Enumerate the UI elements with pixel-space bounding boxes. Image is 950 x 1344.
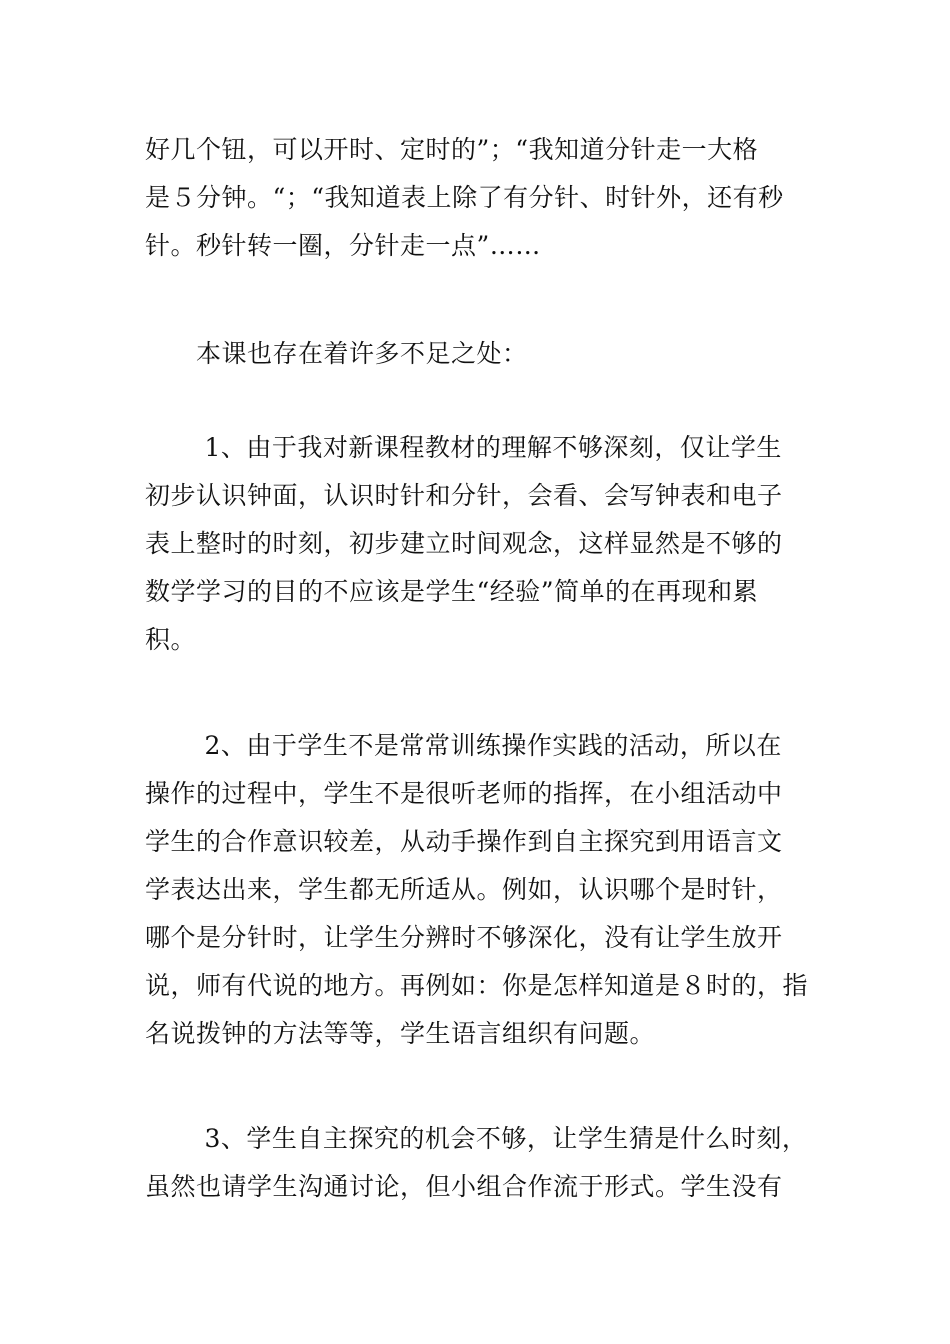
text-line: 2、由于学生不是常常训练操作实践的活动，所以在	[145, 731, 782, 760]
paragraph-shortcomings-intro	[145, 330, 815, 378]
text-line: 1、由于我对新课程教材的理解不够深刻，仅让学生	[145, 433, 782, 462]
text-line: 好几个钮，可以开时、定时的”；“我知道分针走一大格	[145, 135, 759, 164]
text-line: 学表达出来，学生都无所适从。例如，认识哪个是时针，	[145, 875, 783, 904]
text-line: 是５分钟。“；“我知道表上除了有分针、时针外，还有秒	[145, 183, 784, 212]
paragraph-point-2	[145, 722, 815, 1058]
text-line: 操作的过程中，学生不是很听老师的指挥，在小组活动中	[145, 779, 783, 808]
paragraph-point-1	[145, 424, 815, 664]
text-line: 表上整时的时刻，初步建立时间观念，这样显然是不够的	[145, 529, 783, 558]
paragraph-quotes	[145, 126, 815, 270]
text-line: 数学学习的目的不应该是学生“经验”简单的在再现和累	[145, 577, 759, 606]
text-line: 3、学生自主探究的机会不够，让学生猜是什么时刻，	[145, 1124, 808, 1153]
text-line: 哪个是分针时，让学生分辨时不够深化，没有让学生放开	[145, 923, 783, 952]
paragraph-point-3	[145, 1115, 815, 1211]
text-line: 针。秒针转一圈，分针走一点”……	[145, 231, 541, 260]
text-line: 说，师有代说的地方。再例如：你是怎样知道是８时的，指	[145, 971, 809, 1000]
text-line: 名说拨钟的方法等等，学生语言组织有问题。	[145, 1019, 656, 1048]
text-line: 初步认识钟面，认识时针和分针，会看、会写钟表和电子	[145, 481, 783, 510]
text-line: 积。	[145, 625, 197, 654]
text-line: 本课也存在着许多不足之处：	[145, 339, 528, 368]
text-line: 学生的合作意识较差，从动手操作到自主探究到用语言文	[145, 827, 783, 856]
text-line: 虽然也请学生沟通讨论，但小组合作流于形式。学生没有	[145, 1172, 783, 1201]
